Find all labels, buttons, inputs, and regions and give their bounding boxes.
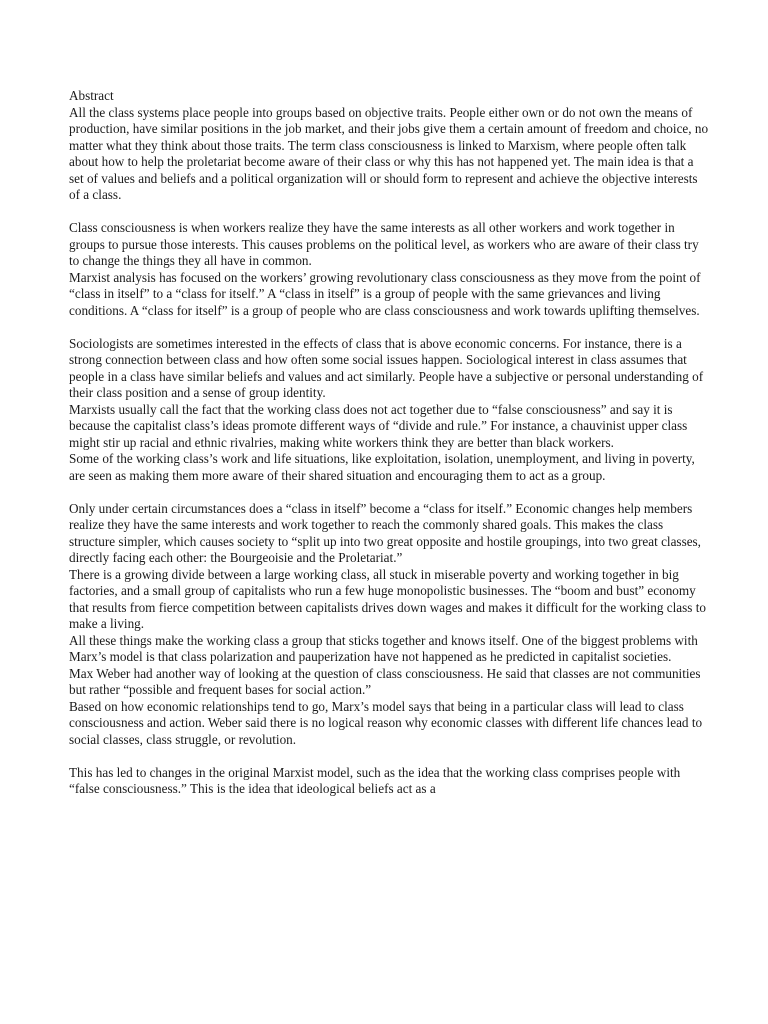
paragraph-7: Only under certain circumstances does a “class in itself” become a “class for itself.” Economic changes help members realize they have the same interests and work together to reach the commonly shared goals. This makes the class structure simpler, which causes society to “split up into two great opposite and hostile groupings, into two great classes, directly facing each other: the Bourgeoisie and the Proletariat.” (69, 500, 701, 565)
abstract-heading: Abstract (69, 88, 114, 103)
paragraph-gap (69, 319, 709, 336)
paragraph-4: Sociologists are sometimes interested in the effects of class that is above economic concerns. For instance, there is a strong connection between class and how often some social issues happen. Sociological interest in class assumes that people in a class have similar beliefs and values and act similarly. People have a subjective or personal understanding of their class position and a sense of group identity. (69, 335, 704, 400)
paragraph-10: Max Weber had another way of looking at the question of class consciousness. He said that classes are not communities but rather “possible and frequent bases for social action.” (69, 665, 701, 697)
paragraph-gap (69, 204, 709, 221)
paragraph-8: There is a growing divide between a large working class, all stuck in miserable poverty and working together in big factories, and a small group of capitalists who run a few huge monopolistic businesses. The “boom and bust” economy that results from fierce competition between capitalists drives down wages and makes it difficult for the working class to make a living. (69, 566, 706, 631)
paragraph-3: Marxist analysis has focused on the workers’ growing revolutionary class consciousness as they move from the point of “class in itself” to a “class for itself.” A “class in itself” is a group of people with the same grievances and living conditions. A “class for itself” is a group of people who are class consciousness and work towards uplifting themselves. (69, 269, 701, 318)
paragraph-gap (69, 484, 709, 501)
paragraph-9: All these things make the working class a group that sticks together and knows itself. One of the biggest problems with Marx’s model is that class polarization and pauperization have not happened as he predicted in capitalist societies. (69, 632, 698, 664)
paragraph-1: All the class systems place people into groups based on objective traits. People either own or do not own the means of production, have similar positions in the job market, and their jobs give them a certain amount of freedom and choice, no matter what they think about those traits. The term class consciousness is linked to Marxism, where people often talk about how to help the proletariat become aware of their class or why this has not happened yet. The main idea is that a set of values and beliefs and a political organization will or should form to represent and achieve the objective interests of a class. (69, 104, 709, 202)
paragraph-2: Class consciousness is when workers realize they have the same interests as all other workers and work together in groups to pursue those interests. This causes problems on the political level, as workers who are aware of their class try to change the things they all have in common. (69, 220, 699, 268)
document-page (69, 88, 709, 798)
paragraph-6: Some of the working class’s work and life situations, like exploitation, isolation, unemployment, and living in poverty, are seen as making them more aware of their shared situation and encouraging them to act as a group. (69, 451, 695, 483)
paragraph-5: Marxists usually call the fact that the working class does not act together due to “false consciousness” and say it is because the capitalist class’s ideas promote different ways of “divide and rule.” For instance, a chauvinist upper class might stir up racial and ethnic rivalries, making white workers think they are better than black workers. (69, 401, 688, 450)
paragraph-gap (69, 748, 709, 765)
paragraph-12: This has led to changes in the original Marxist model, such as the idea that the working class comprises people with “false consciousness.” This is the idea that ideological beliefs act as a (69, 764, 681, 796)
paragraph-11: Based on how economic relationships tend to go, Marx’s model says that being in a particular class will lead to class consciousness and action. Weber said there is no logical reason why economic classes with different life chances lead to social classes, class struggle, or revolution. (69, 698, 703, 747)
